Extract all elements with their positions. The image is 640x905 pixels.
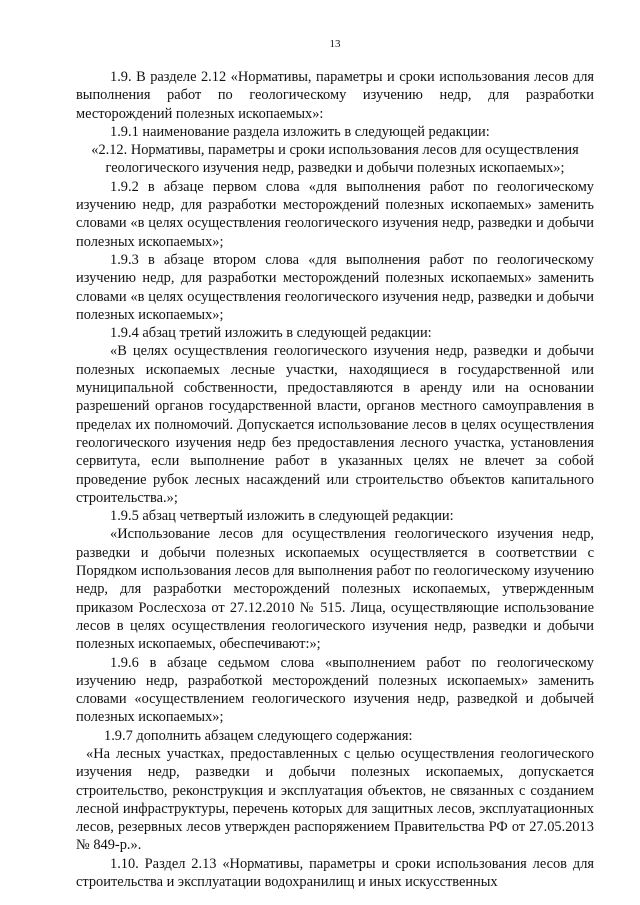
paragraph-quote-third: «В целях осуществления геологического изучения недр, разведки и добычи полезных ископаемых лесные участки, находящиеся в государственной или муниципальной собственности, предоставляются в аренду или на основании разрешений органов государственной власти, органов местного самоуправления в пределах их полномочий. Допускается использование лесов в целях осуществления геологического изучения недр без предоставления лесного участка, установления сервитута, если выполнение работ в указанных целях не влечет за собой проведение рубок лесных насаждений или строительство объектов капитального строительства.»;: [76, 343, 594, 506]
paragraph-1-9-5: 1.9.5 абзац четвертый изложить в следующей редакции:: [110, 508, 454, 525]
paragraph-1-9-2: 1.9.2 в абзаце первом слова «для выполнения работ по геологическому изучению недр, для разработки месторождений полезных ископаемых» заменить словами «в целях осуществления геологического изучения недр, разведки и добычи полезных ископаемых»;: [76, 178, 594, 250]
paragraph-1-9-3: 1.9.3 в абзаце втором слова «для выполнения работ по геологическому изучению недр, для разработки месторождений полезных ископаемых» заменить словами «в целях осуществления геологического изучения недр, разведки и добычи полезных ископаемых»;: [76, 251, 594, 323]
paragraph-1-9-7: 1.9.7 дополнить абзацем следующего содержания:: [104, 727, 413, 744]
paragraph-1-9-6: 1.9.6 в абзаце седьмом слова «выполнением работ по геологическому изучению недр, разработкой месторождений полезных ископаемых» заменить словами «осуществлением геологического изучения недр, разведкой и добычей полезных ископаемых»;: [76, 654, 594, 726]
paragraph-1-10: 1.10. Раздел 2.13 «Нормативы, параметры и сроки использования лесов для строительства и эксплуатации водохранилищ и иных искусственных: [76, 855, 594, 891]
paragraph-quote-fourth: «Использование лесов для осуществления геологического изучения недр, разведки и добычи полезных ископаемых осуществляется в соответствии с Порядком использования лесов для выполнения работ по геологическому изучению недр, для разработки месторождений полезных ископаемых, утвержденным приказом Рослесхоза от 27.12.2010 № 515. Лица, осуществляющие использование лесов в целях осуществления геологического изучения недр, разведки и добычи полезных ископаемых, обеспечивают:»;: [76, 526, 594, 653]
paragraph-section-title-quote: «2.12. Нормативы, параметры и сроки использования лесов для осуществления геологического изучения недр, разведки и добычи полезных ископаемых»;: [91, 142, 579, 177]
paragraph-1-9: 1.9. В разделе 2.12 «Нормативы, параметры и сроки использования лесов для выполнения работ по геологическому изучению недр, для разработки месторождений полезных ископаемых»:: [76, 69, 594, 122]
paragraph-1-9-4: 1.9.4 абзац третий изложить в следующей редакции:: [110, 325, 432, 342]
paragraph-quote-new: «На лесных участках, предоставленных с целью осуществления геологического изучения недр, разведки и добычи полезных ископаемых, допускается строительство, реконструкция и эксплуатация объектов, не связанных с созданием лесной инфраструктуры, перечень которых для защитных лесов, эксплуатационных лесов, резервных лесов утвержден распоряжением Правительства РФ от 27.05.2013 № 849-р.».: [76, 745, 594, 854]
paragraph-1-9-1: 1.9.1 наименование раздела изложить в следующей редакции:: [110, 123, 490, 140]
page-number: 13: [329, 38, 341, 50]
